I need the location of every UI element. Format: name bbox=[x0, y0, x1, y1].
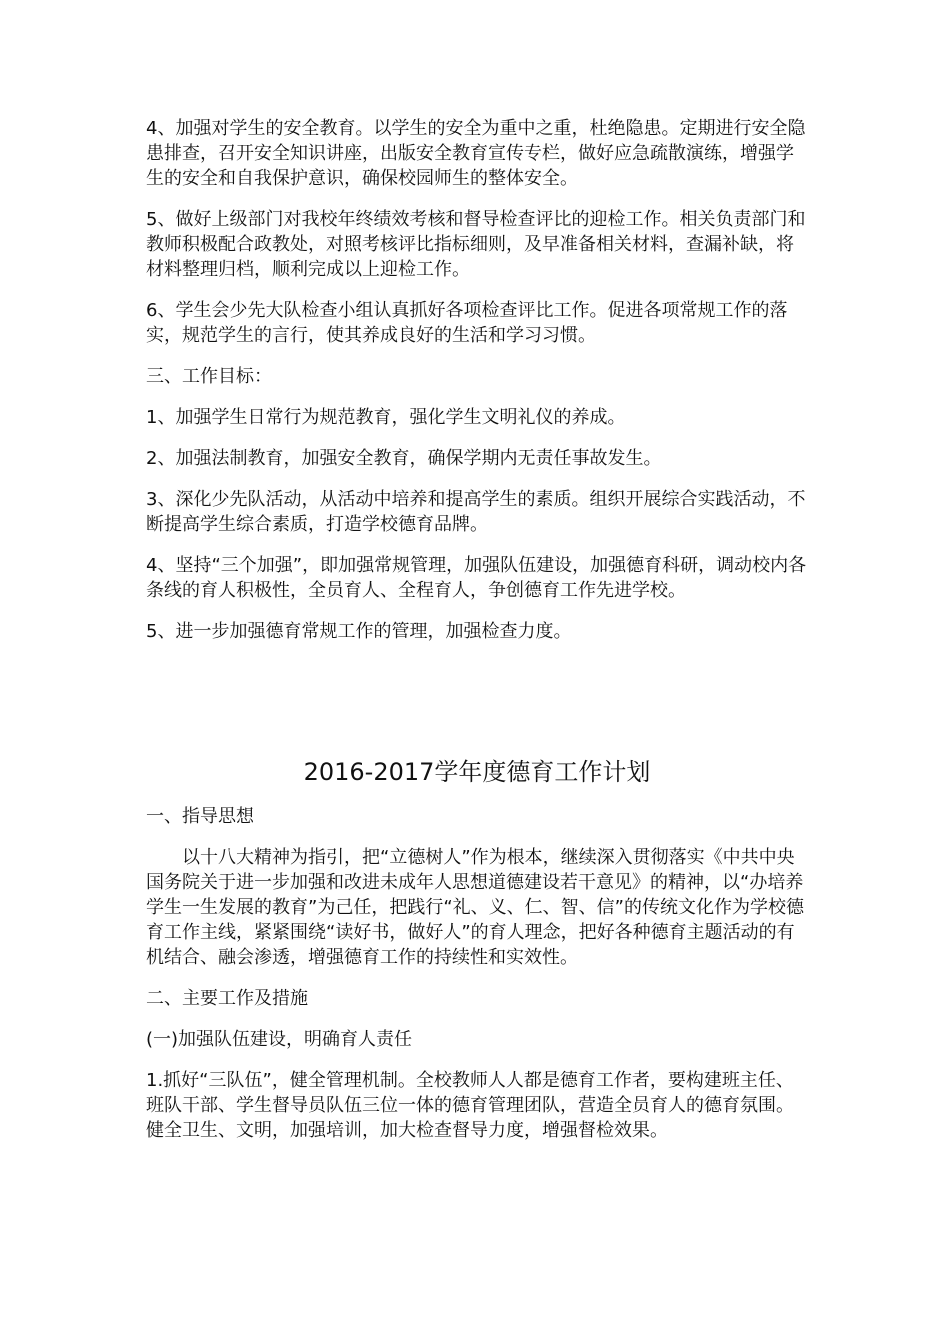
subheading-team-building: (一)加强队伍建设，明确育人责任 bbox=[146, 1029, 413, 1050]
goal-item-4: 4、坚持“三个加强”，即加强常规管理，加强队伍建设，加强德育科研，调动校内各条线的育人积极性，全员育人、全程育人，争创德育工作先进学校。 bbox=[146, 555, 807, 601]
section-gap bbox=[146, 660, 808, 756]
goal-item-3: 3、深化少先队活动，从活动中培养和提高学生的素质。组织开展综合实践活动，不断提高学生综合素质，打造学校德育品牌。 bbox=[146, 489, 806, 535]
paragraph-student-council: 6、学生会少先大队检查小组认真抓好各项检查评比工作。促进各项常规工作的落实，规范学生的言行，使其养成良好的生活和学习习惯。 bbox=[146, 300, 788, 346]
goal-item-2: 2、加强法制教育，加强安全教育，确保学期内无责任事故发生。 bbox=[146, 448, 662, 469]
paragraph-safety-education: 4、加强对学生的安全教育。以学生的安全为重中之重，杜绝隐患。定期进行安全隐患排查，召开安全知识讲座，出版安全教育宣传专栏，做好应急疏散演练，增强学生的安全和自我保护意识，确保校园师生的整体安全。 bbox=[146, 118, 806, 189]
paragraph-inspection-work: 5、做好上级部门对我校年终绩效考核和督导检查评比的迎检工作。相关负责部门和教师积极配合政教处，对照考核评比指标细则，及早准备相关材料，查漏补缺，将材料整理归档，顺利完成以上迎检工作。 bbox=[146, 209, 806, 280]
paragraph-three-teams: 1.抓好“三队伍”，健全管理机制。全校教师人人都是德育工作者，要构建班主任、班队干部、学生督导员队伍三位一体的德育管理团队，营造全员育人的德育氛围。健全卫生、文明，加强培训，加大检查督导力度，增强督检效果。 bbox=[146, 1070, 794, 1141]
document-page bbox=[146, 116, 808, 1159]
paragraph-guiding-ideology: 以十八大精神为指引，把“立德树人”作为根本，继续深入贯彻落实《中共中央国务院关于进一步加强和改进未成年人思想道德建设若干意见》的精神，以“办培养学生一生发展的教育”为己任，把践行“礼、义、仁、智、信”的传统文化作为学校德育工作主线，紧紧围绕“读好书，做好人”的育人理念，把好各种德育主题活动的有机结合、融会渗透，增强德育工作的持续性和实效性。 bbox=[146, 847, 804, 968]
heading-work-goals: 三、工作目标： bbox=[146, 366, 272, 387]
document-title: 2016-2017学年度德育工作计划 bbox=[303, 758, 651, 786]
heading-guiding-ideology: 一、指导思想 bbox=[146, 806, 254, 827]
goal-item-1: 1、加强学生日常行为规范教育，强化学生文明礼仪的养成。 bbox=[146, 407, 626, 428]
heading-main-work: 二、主要工作及措施 bbox=[146, 988, 308, 1009]
goal-item-5: 5、进一步加强德育常规工作的管理，加强检查力度。 bbox=[146, 621, 572, 642]
